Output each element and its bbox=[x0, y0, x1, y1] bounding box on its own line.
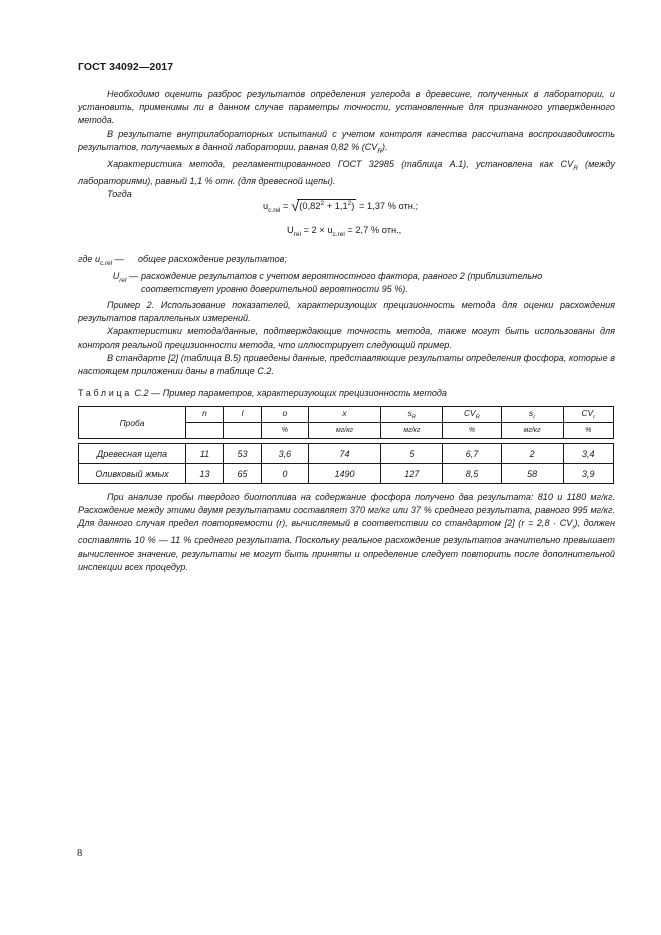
table-cell: 58 bbox=[501, 464, 563, 484]
table-header-cell: l bbox=[224, 407, 262, 423]
table-header-cell: $s_R$ bbox=[381, 407, 443, 423]
table-unit-cell: мг/кг bbox=[308, 423, 381, 439]
table-cell: Оливковый жмых bbox=[79, 464, 186, 484]
table-cell: 74 bbox=[308, 444, 381, 464]
table-cell: Древесная щепа bbox=[79, 444, 186, 464]
intro-text-block bbox=[78, 88, 615, 201]
table-cell: 3,4 bbox=[563, 444, 613, 464]
definition-item: где $u_{c.rel}$ — общее расхождение результатов; bbox=[78, 254, 287, 267]
example-text-block bbox=[78, 299, 615, 378]
table-cell: 8,5 bbox=[443, 464, 501, 484]
paragraph: Характеристика метода, регламентированного ГОСТ 32985 (таблица А.1), установлена как $CV_R$ (между лабораториями), равный 1,1 % отн. (для древесной щепы). bbox=[78, 158, 615, 186]
table-cell: 5 bbox=[381, 444, 443, 464]
paragraph: Тогда bbox=[107, 189, 132, 200]
table-unit-cell: мг/кг bbox=[381, 423, 443, 439]
table-header-cell: n bbox=[186, 407, 224, 423]
table-unit-cell: % bbox=[563, 423, 613, 439]
sqrt-sign-icon: √ bbox=[291, 198, 300, 215]
table-header-cell: $CV_R$ bbox=[443, 407, 501, 423]
table-cell: 6,7 bbox=[443, 444, 501, 464]
table-cell: 53 bbox=[224, 444, 262, 464]
formula-combined-uncertainty: $u_{c.rel} = √(0,82^2 + 1,1^2) = 1,37$ % отн.; bbox=[263, 198, 419, 215]
table-header-cell: $CV_r$ bbox=[563, 407, 613, 423]
table-unit-cell: % bbox=[443, 423, 501, 439]
table-header-cell: x bbox=[308, 407, 381, 423]
sqrt-radicand: $(0,82^2 + 1,1^2)$ bbox=[299, 199, 355, 211]
table-cell: 3,9 bbox=[563, 464, 613, 484]
table-row bbox=[79, 444, 614, 464]
definition-item: $U_{rel}$ — расхождение результатов с учетом вероятностного фактора, равного 2 (приблизительно соответствует уровню доверительной вероятности 95 %). bbox=[112, 271, 543, 295]
definitions-list bbox=[78, 253, 615, 296]
table-header-cell: o bbox=[262, 407, 309, 423]
paragraph: Необходимо оценить разброс результатов определения углерода в древесине, полученных в лаборатории, и установить, применимы ли в данном случае параметры точности, установленные для признанного утвержденного метода. bbox=[78, 89, 615, 126]
paragraph: В результате внутрилабораторных испытаний с учетом контроля качества рассчитана воспроизводимость результатов, получаемых в данной лаборатории, равная 0,82 % $(CV_R)$. bbox=[78, 128, 615, 155]
document-header: ГОСТ 34092—2017 bbox=[78, 61, 174, 73]
table-cell: 11 bbox=[186, 444, 224, 464]
table-cell: 0 bbox=[262, 464, 309, 484]
table-cell: 3,6 bbox=[262, 444, 309, 464]
paragraph: Пример 2. Использование показателей, характеризующих прецизионность метода для оценки расхождения результатов параллельных измерений. bbox=[78, 300, 615, 324]
table-caption: Таблица С.2 — Пример параметров, характеризующих прецизионность метода bbox=[78, 388, 447, 398]
precision-table bbox=[78, 406, 614, 484]
table-row bbox=[79, 464, 614, 484]
page-number: 8 bbox=[77, 848, 83, 859]
table-cell: 2 bbox=[501, 444, 563, 464]
table-unit-cell: % bbox=[262, 423, 309, 439]
table-cell: 1490 bbox=[308, 464, 381, 484]
table-header-row bbox=[79, 407, 614, 423]
table-header-cell: Проба bbox=[79, 407, 186, 439]
table-unit-cell bbox=[186, 423, 224, 439]
conclusion-text-block bbox=[78, 491, 615, 574]
paragraph: При анализе пробы твердого биотоплива на содержание фосфора получено два результата: 810 и 1180 мг/кг. Расхождение между этими двумя результатами составляет 370 мг/кг или 37 % среднего результата, равного 995 мг/кг. Для данного случая предел повторяемости (r), вычисляемый в соответствии со стандартом [2] $(r = 2,8 \cdot CV_r)$, должен составлять 10 % — 11 % среднего результата. Поскольку реальное расхождение результатов значительно превышает вычисленное значение, результаты не могут быть приняты и определение следует повторить после дополнительной инспекции всех процедур. bbox=[78, 492, 615, 572]
paragraph: В стандарте [2] (таблица В.5) приведены данные, представляющие результаты определения фосфора, которые в настоящем приложении даны в таблице С.2. bbox=[78, 352, 615, 377]
table-header-cell: $s_r$ bbox=[501, 407, 563, 423]
table-unit-cell: мг/кг bbox=[501, 423, 563, 439]
table-unit-cell bbox=[224, 423, 262, 439]
paragraph: Характеристики метода/данные, подтверждающие точность метода, также могут быть использованы для контроля реальной прецизионности метода, что иллюстрирует следующий пример. bbox=[78, 326, 615, 350]
table-cell: 13 bbox=[186, 464, 224, 484]
table-cell: 127 bbox=[381, 464, 443, 484]
table-cell: 65 bbox=[224, 464, 262, 484]
formula-expanded-uncertainty: $U_{rel} = 2 \times u_{c.rel} = 2,7$ % отн., bbox=[287, 225, 402, 238]
